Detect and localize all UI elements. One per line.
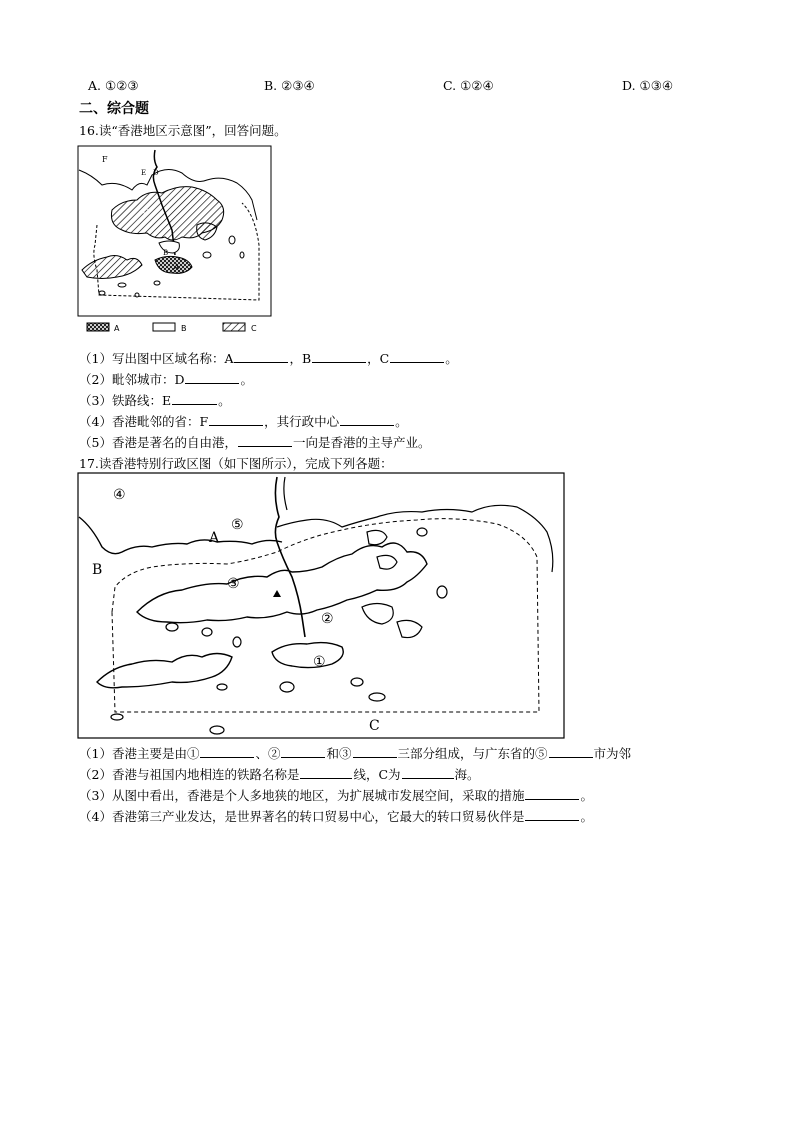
label-a: A	[209, 530, 220, 546]
q16-item-4: （4）香港毗邻的省：F ，其行政中心 。	[79, 414, 408, 429]
option-a: A. ①②③	[88, 78, 139, 93]
q17-item-2: （2）香港与祖国内地相连的铁路名称是 线，C为 海。	[79, 767, 480, 782]
mountain-icon	[273, 590, 281, 597]
q17-item-4: （4）香港第三产业发达，是世界著名的转口贸易中心，它最大的转口贸易伙伴是 。	[79, 809, 593, 824]
label-d: D	[153, 169, 159, 177]
label-b: B	[92, 562, 103, 578]
q16-stem: 16.读“香港地区示意图”，回答问题。	[79, 123, 287, 138]
label-four: ④	[113, 487, 126, 503]
label-b: B	[163, 249, 169, 257]
option-b: B. ②③④	[264, 78, 315, 93]
label-a: A	[174, 263, 180, 271]
q16-map	[77, 145, 273, 337]
q16-item-5: （5）香港是著名的自由港， 一向是香港的主导产业。	[79, 435, 431, 450]
q17-map	[77, 472, 565, 740]
q16-item-3: （3）铁路线：E 。	[79, 393, 231, 408]
option-d: D. ①③④	[622, 78, 674, 93]
legend-a-label: A	[114, 324, 120, 333]
label-c: C	[143, 208, 150, 217]
legend-c-swatch	[223, 323, 245, 331]
option-c: C. ①②④	[443, 78, 494, 93]
legend-b-label: B	[181, 324, 187, 333]
q17-item-3: （3）从图中看出，香港是个人多地狭的地区，为扩展城市发展空间，采取的措施 。	[79, 788, 593, 803]
legend-b-swatch	[153, 323, 175, 331]
legend-c-label: C	[251, 324, 257, 333]
q17-stem: 17.读香港特别行政区图（如下图所示），完成下列各题：	[79, 456, 393, 471]
q17-item-1: （1）香港主要是由① 、② 和③ 三部分组成，与广东省的⑤ 市为邻	[79, 746, 632, 761]
label-c: C	[369, 718, 380, 734]
label-one: ①	[313, 654, 326, 670]
section-title: 二、综合题	[79, 101, 149, 117]
label-e: E	[141, 169, 147, 177]
label-two: ②	[321, 611, 334, 627]
label-three: ③	[227, 576, 240, 592]
legend-a-swatch	[87, 323, 109, 331]
label-f: F	[102, 155, 108, 164]
q16-item-1: （1）写出图中区域名称：A ，B ，C 。	[79, 351, 458, 366]
label-five: ⑤	[231, 517, 244, 533]
q16-item-2: （2）毗邻城市：D 。	[79, 372, 253, 387]
